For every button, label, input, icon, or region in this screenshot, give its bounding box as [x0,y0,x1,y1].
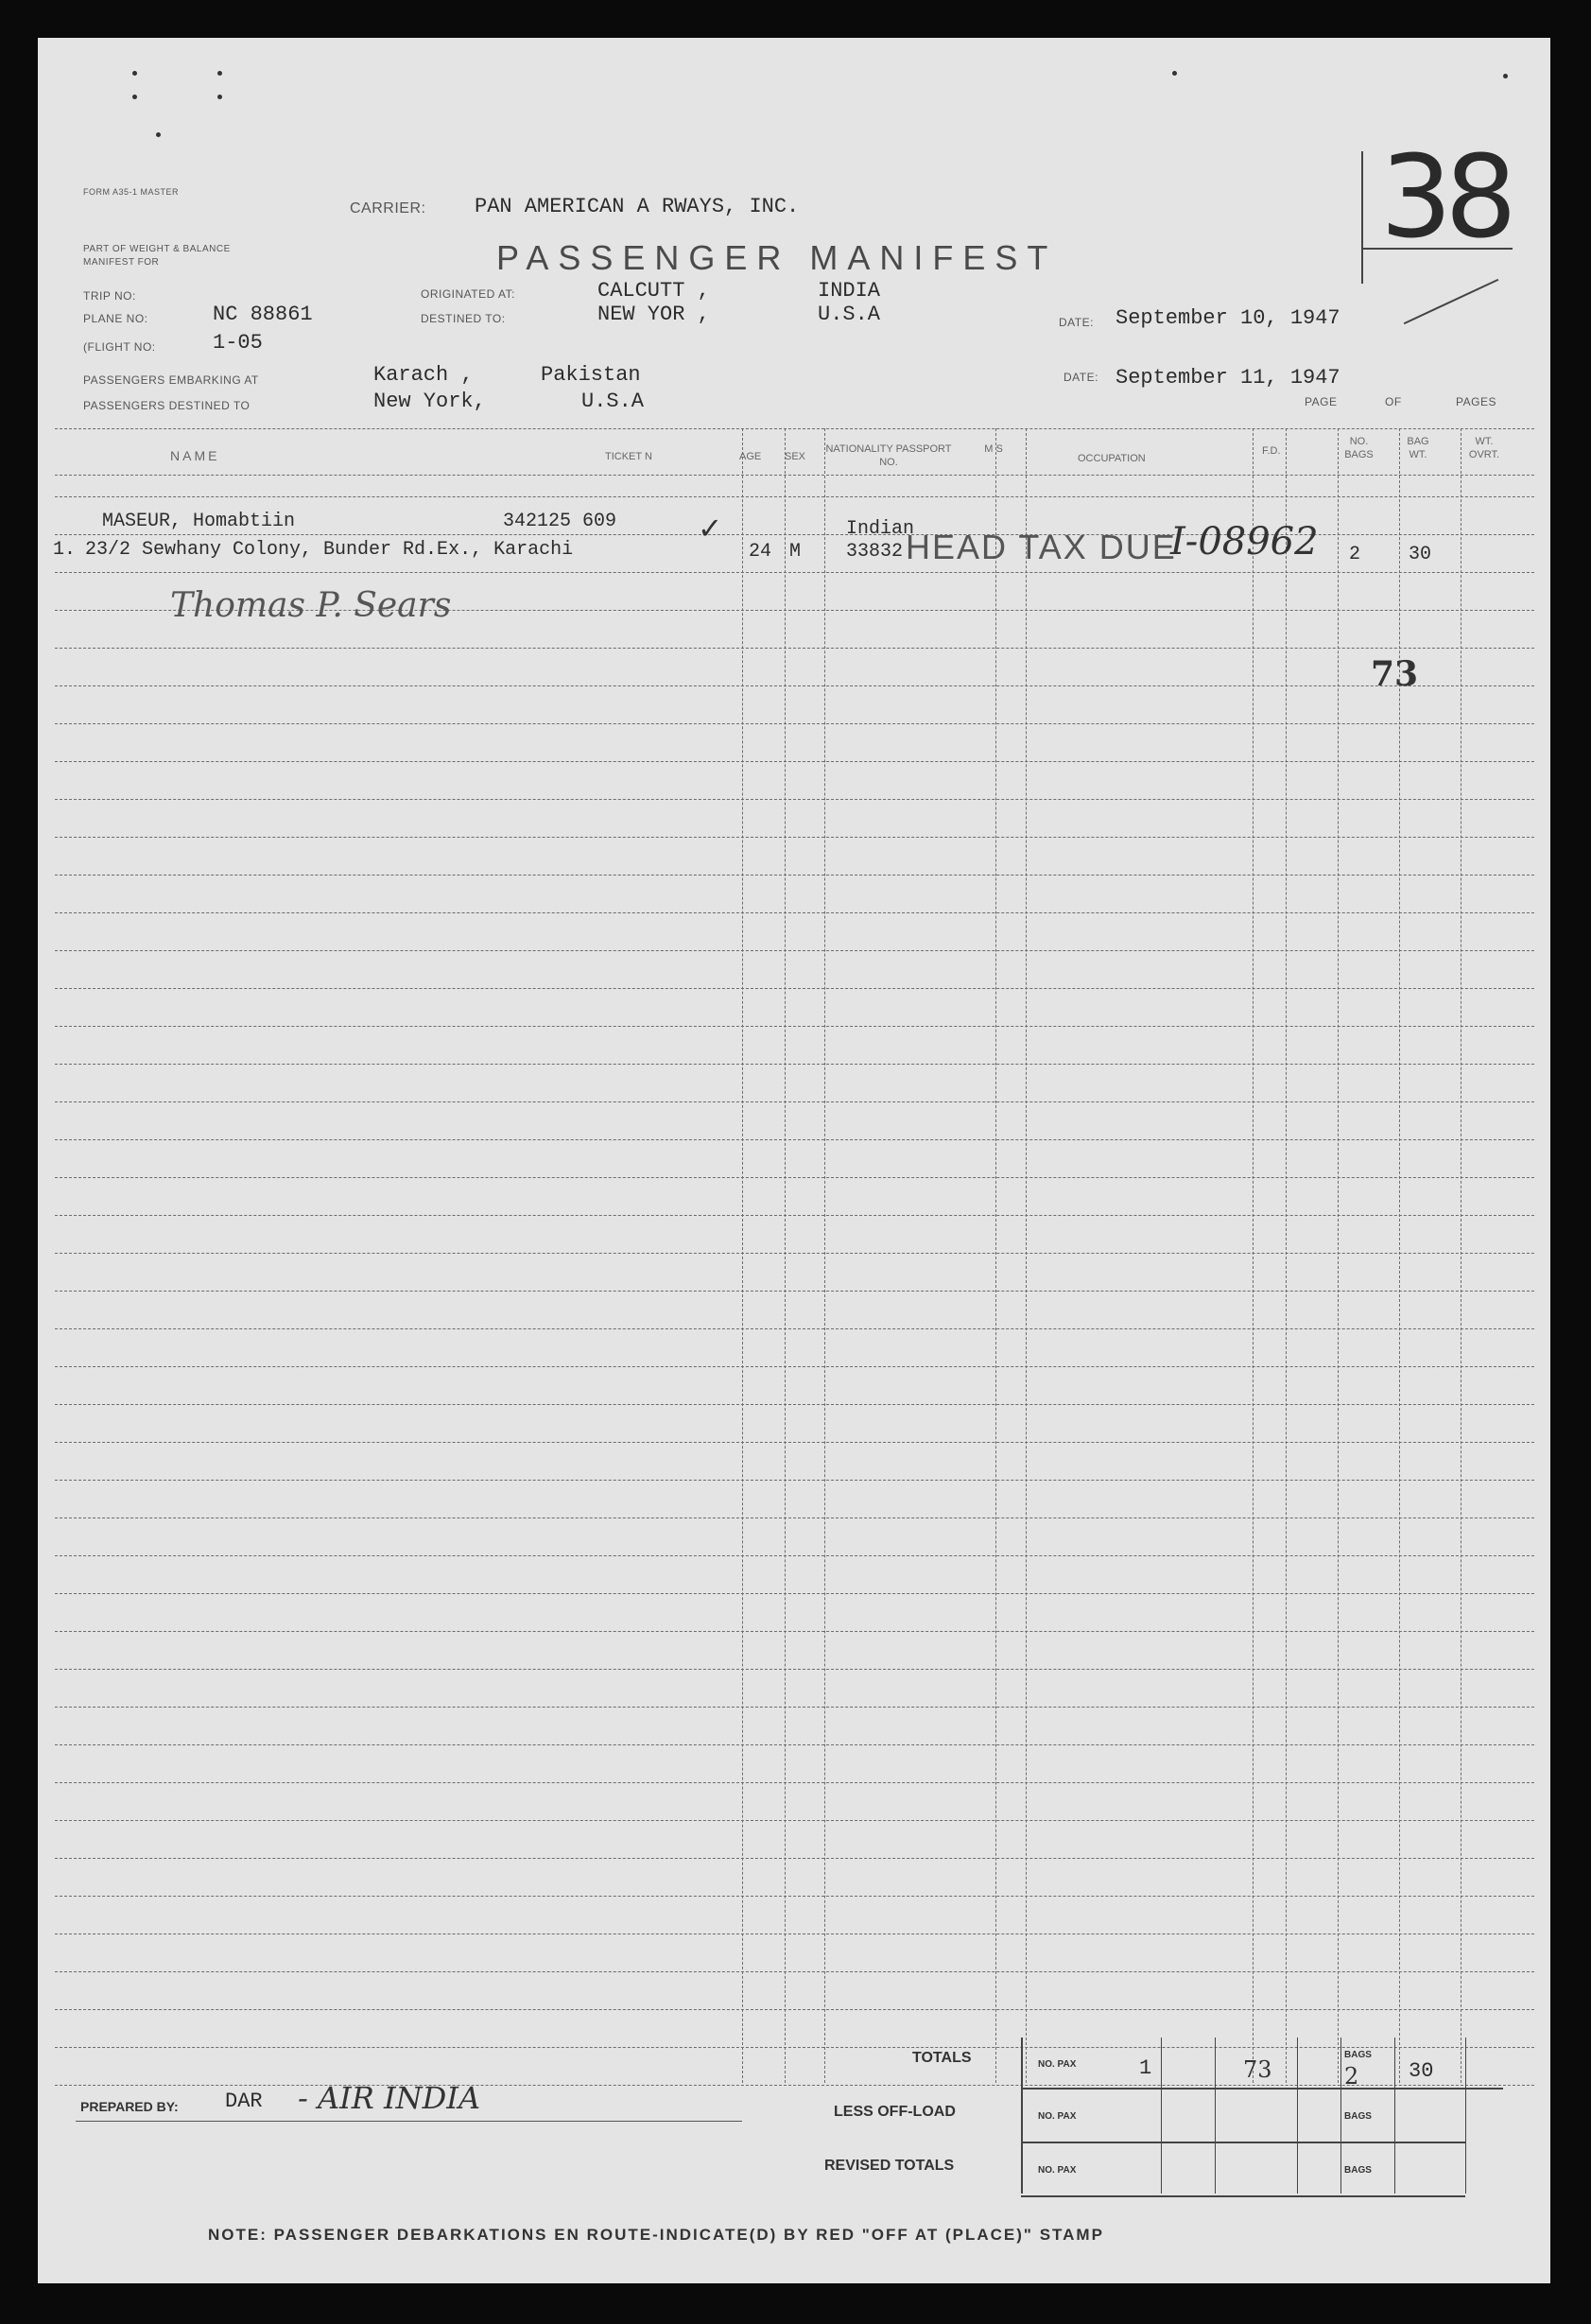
manifest-title: PASSENGER MANIFEST [496,238,1058,277]
col-wt-ovrt: WT. OVRT. [1468,436,1500,460]
bags-label-3: BAGS [1344,2165,1372,2176]
carrier-name: PAN AMERICAN A RWAYS, INC. [475,195,800,218]
carrier-label: CARRIER: [350,200,426,217]
signature: Thomas P. Sears [170,586,452,625]
col-nationality: NATIONALITY PASSPORT NO. [825,443,952,468]
date-label-1: DATE: [1059,316,1094,329]
pages-label: PAGES [1456,395,1496,408]
destined-city: NEW YOR , [597,303,710,326]
embarking-city: Karach , [373,363,474,387]
page-number: 38 [1380,132,1510,264]
passenger-bags: 2 [1349,544,1361,565]
passenger-number: 1. [53,539,77,561]
footer-note: NOTE: PASSENGER DEBARKATIONS EN ROUTE-INDICATE(D) BY RED "OFF AT (PLACE)" STAMP [208,2226,1104,2244]
col-bag-wt: BAG WT. [1407,436,1429,460]
annotation-73: 73 [1371,654,1419,694]
page-label: PAGE [1305,395,1338,408]
col-name: NAME [170,448,220,463]
flight-label: (FLIGHT NO: [83,340,156,354]
check-mark: ✓ [700,511,720,549]
no-pax-label-2: NO. PAX [1038,2111,1077,2122]
destined-pax-country: U.S.A [581,390,645,413]
no-pax-label-1: NO. PAX [1038,2059,1077,2070]
passenger-bag-wt: 30 [1409,544,1432,565]
head-tax-note: I-08962 [1170,520,1319,564]
col-ms: M S [984,443,1003,455]
destined-country: U.S.A [818,303,881,326]
total-extra: 73 [1243,2056,1272,2083]
prepared-label: PREPARED BY: [80,2099,179,2114]
passenger-name: MASEUR, Homabtiin [102,511,296,532]
bags-label-1: BAGS [1344,2050,1372,2060]
manifest-sheet [38,38,1550,2283]
part-label: PART OF WEIGHT & BALANCE [83,244,231,254]
originated-label: ORIGINATED AT: [421,287,515,301]
bags-label-2: BAGS [1344,2111,1372,2122]
passenger-age: 24 [749,541,772,563]
col-ticket: TICKET N [605,451,652,462]
plane-number: NC 88861 [213,303,313,326]
passenger-sex: M [789,541,802,563]
flight-number: 1-05 [213,331,263,355]
date-1: September 10, 1947 [1115,306,1340,330]
prepared-note: - AIR INDIA [298,2080,481,2116]
col-no-bags: NO. BAGS [1344,436,1374,460]
head-tax-stamp: HEAD TAX DUE [906,528,1177,566]
of-label: OF [1385,395,1402,408]
destined-label: DESTINED TO: [421,312,506,325]
total-pax: 1 [1139,2056,1152,2080]
passenger-passport: 33832 [846,541,904,563]
total-weight: 30 [1409,2059,1434,2083]
trip-label: TRIP NO: [83,289,136,303]
total-bags: 2 [1344,2063,1359,2090]
ticket-number: 342125 609 [503,511,617,532]
originated-country: INDIA [818,279,881,303]
date-2: September 11, 1947 [1115,366,1340,390]
manifest-for-label: MANIFEST FOR [83,257,160,268]
col-occupation: OCCUPATION [1078,453,1146,464]
destined-pax-city: New York, [373,390,486,413]
date-label-2: DATE: [1064,371,1098,384]
prepared-by: DAR [225,2090,263,2113]
no-pax-label-3: NO. PAX [1038,2165,1077,2176]
col-age: AGE [739,451,762,462]
col-fd: F.D. [1262,445,1281,457]
destined-pax-label: PASSENGERS DESTINED TO [83,399,251,412]
revised-totals-label: REVISED TOTALS [824,2158,955,2174]
passenger-address: 23/2 Sewhany Colony, Bunder Rd.Ex., Karachi [85,539,574,561]
plane-label: PLANE NO: [83,312,148,325]
passenger-nationality: Indian [846,518,915,540]
col-sex: SEX [785,451,806,462]
embarking-country: Pakistan [541,363,641,387]
less-offload-label: LESS OFF-LOAD [834,2104,956,2120]
originated-city: CALCUTT , [597,279,710,303]
totals-label: TOTALS [912,2050,972,2066]
form-number: FORM A35-1 MASTER [83,187,180,197]
embarking-label: PASSENGERS EMBARKING AT [83,373,259,387]
